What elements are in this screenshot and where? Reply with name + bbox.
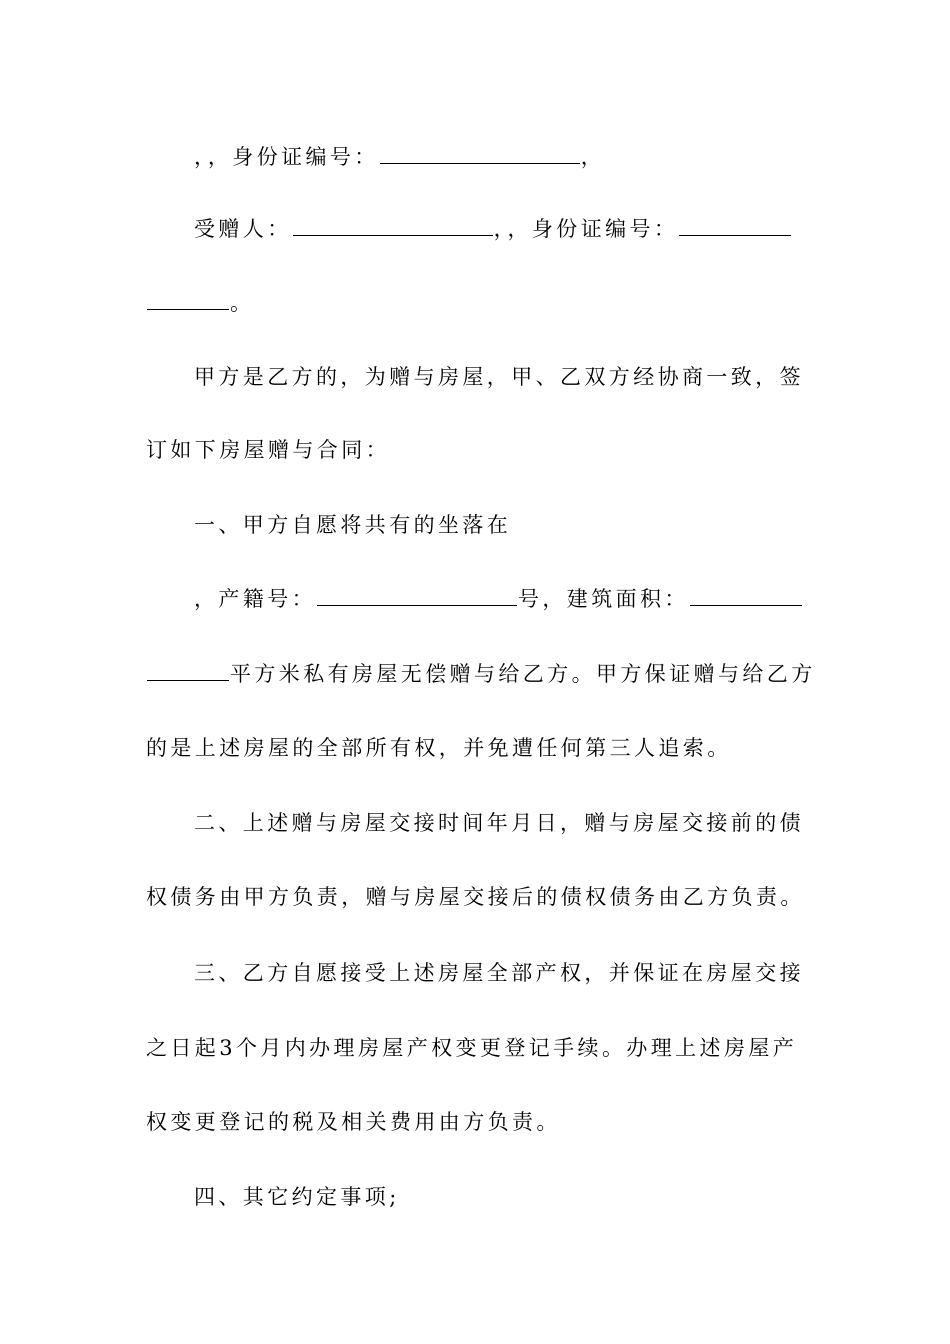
clause-1-line-3	[146, 658, 816, 688]
clause-1-line-2	[194, 583, 854, 613]
recipient-id-end: 。	[230, 291, 255, 315]
clause-1-text-1: 一、甲方自愿将共有的坐落在	[194, 513, 512, 537]
donor-id-suffix: ，	[580, 145, 606, 169]
area-blank-continued[interactable]	[147, 658, 229, 681]
area-blank[interactable]	[690, 583, 802, 606]
clause-4-text-1: 四、其它约定事项;	[194, 1185, 400, 1209]
clause-3-line-2	[146, 1033, 806, 1063]
recipient-line	[194, 213, 854, 243]
clause-1-text-3: 平方米私有房屋无偿赠与给乙方。甲方保证赠与给乙方	[230, 662, 816, 686]
recipient-name-blank[interactable]	[293, 213, 493, 236]
area-label: 号，建筑面积：	[518, 587, 689, 611]
clause-2-text-1: 二、上述赠与房屋交接时间年月日，赠与房屋交接前的债	[194, 811, 804, 835]
recipient-label: 受赠人：	[194, 217, 292, 241]
clause-1-line-4	[146, 733, 806, 763]
clause-1-text-4: 的是上述房屋的全部所有权，并免遭任何第三人追索。	[146, 736, 732, 760]
donor-id-blank[interactable]	[380, 141, 580, 164]
intro-line-1	[194, 362, 854, 392]
recipient-id-blank-continued[interactable]	[147, 287, 229, 310]
clause-3-text-1: 三、乙方自愿接受上述房屋全部产权，并保证在房屋交接	[194, 961, 804, 985]
recipient-id-blank[interactable]	[679, 213, 791, 236]
intro-line-2	[146, 435, 806, 465]
clause-3-text-2: 之日起3个月内办理房屋产权变更登记手续。办理上述房屋产	[146, 1036, 798, 1060]
property-number-label: ，产籍号：	[194, 587, 316, 611]
donor-id-label: ，，身份证编号：	[194, 145, 379, 169]
donor-id-line	[194, 141, 854, 171]
clause-1-line-1	[194, 510, 854, 540]
clause-3-line-3	[146, 1107, 806, 1137]
clause-2-line-1	[194, 808, 854, 838]
clause-2-line-2	[146, 882, 806, 912]
clause-3-line-1	[194, 958, 854, 988]
intro-text-1: 甲方是乙方的，为赠与房屋，甲、乙双方经协商一致，签	[194, 365, 804, 389]
recipient-id-continuation-line	[146, 287, 806, 317]
clause-2-text-2: 权债务由甲方负责，赠与房屋交接后的债权债务由乙方负责。	[146, 885, 805, 909]
clause-3-text-3: 权变更登记的税及相关费用由方负责。	[146, 1110, 561, 1134]
clause-4-line-1	[194, 1182, 854, 1212]
intro-text-2: 订如下房屋赠与合同：	[146, 438, 390, 462]
property-number-blank[interactable]	[317, 583, 517, 606]
recipient-id-label: ，，身份证编号：	[493, 217, 679, 241]
